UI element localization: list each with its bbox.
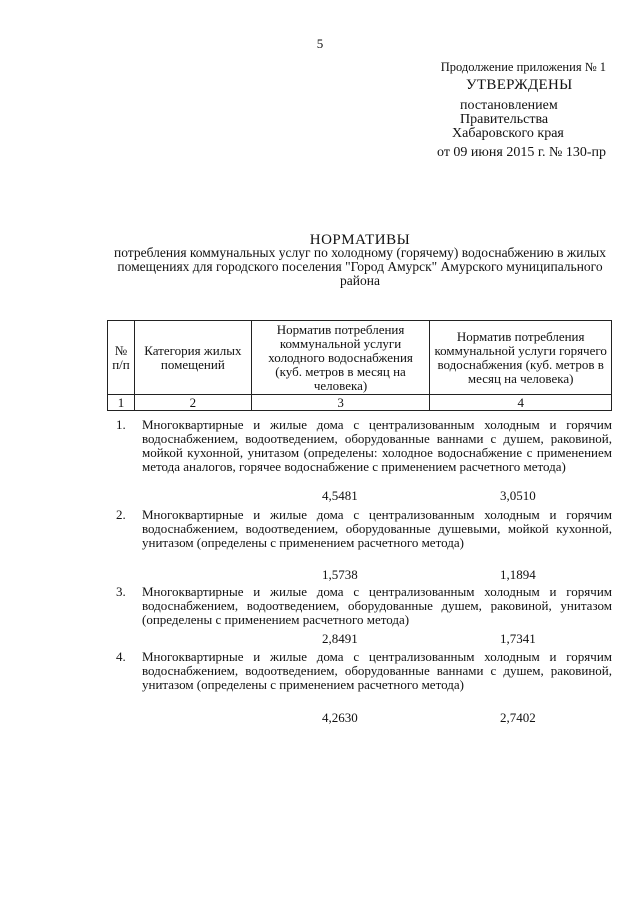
norm-item xyxy=(112,585,612,627)
norm-item xyxy=(112,650,612,692)
hot-water-value: 1,1894 xyxy=(500,567,536,582)
hot-water-value: 3,0510 xyxy=(500,488,536,503)
cold-water-value: 1,5738 xyxy=(322,567,358,582)
table-header-row xyxy=(108,321,612,395)
header-number: № п/п xyxy=(108,321,135,395)
page-number: 5 xyxy=(316,36,324,51)
item-description: Многоквартирные и жилые дома с централизованным холодным и горячим водоснабжением, водоотведением, оборудованные душем, раковиной, унитазом (определены с применением расчетного метода) xyxy=(142,584,612,627)
hot-water-value: 1,7341 xyxy=(500,631,536,646)
column-number-3: 3 xyxy=(251,395,430,411)
document-subtitle: потребления коммунальных услуг по холодному (горячему) водоснабжению в жилых помещениях для городского поселения "Город Амурск" Амурского муниципального района xyxy=(114,245,606,288)
header-category: Категория жилых помещений xyxy=(134,321,251,395)
item-number: 2. xyxy=(116,507,126,522)
item-number: 1. xyxy=(116,417,126,432)
header-cold-water: Норматив потребления коммунальной услуги холодного водоснабжения (куб. метров в месяц на человека) xyxy=(251,321,430,395)
cold-water-value: 4,2630 xyxy=(322,710,358,725)
item-number: 4. xyxy=(116,649,126,664)
hot-water-value: 2,7402 xyxy=(500,710,536,725)
column-number-1: 1 xyxy=(108,395,135,411)
norms-table xyxy=(107,320,612,411)
header-hot-water: Норматив потребления коммунальной услуги горячего водоснабжения (куб. метров в месяц на человека) xyxy=(430,321,612,395)
cold-water-value: 2,8491 xyxy=(322,631,358,646)
cold-water-value: 4,5481 xyxy=(322,488,358,503)
continuation-note: Продолжение приложения № 1 xyxy=(440,60,606,74)
table-column-numbers-row xyxy=(108,395,612,411)
item-description: Многоквартирные и жилые дома с централизованным холодным и горячим водоснабжением, водоотведением, оборудованные ваннами с душем, раковиной, мойкой кухонной, унитазом (определены: холодное водоснабжение с применением метода аналогов, горячее водоснабжение с применением расчетного метода) xyxy=(142,417,612,474)
norm-item xyxy=(112,508,612,550)
document-title: НОРМАТИВЫ xyxy=(309,232,411,248)
approved-heading: УТВЕРЖДЕНЫ xyxy=(466,77,573,93)
column-number-4: 4 xyxy=(430,395,612,411)
column-number-2: 2 xyxy=(134,395,251,411)
approval-line-3: Хабаровского края xyxy=(452,126,564,141)
approval-line-2: Правительства xyxy=(460,112,549,127)
item-description: Многоквартирные и жилые дома с централизованным холодным и горячим водоснабжением, водоотведением, оборудованные ваннами с душем, раковиной, унитазом (определены с применением расчетного метода) xyxy=(142,649,612,692)
approval-line-1: постановлением xyxy=(460,98,558,113)
item-description: Многоквартирные и жилые дома с централизованным холодным и горячим водоснабжением, водоотведением, оборудованные душевыми, мойкой кухонной, унитазом (определены с применением расчетного метода) xyxy=(142,507,612,550)
approval-date-number: от 09 июня 2015 г. № 130-пр xyxy=(437,145,606,160)
item-number: 3. xyxy=(116,584,126,599)
norm-item xyxy=(112,418,612,474)
